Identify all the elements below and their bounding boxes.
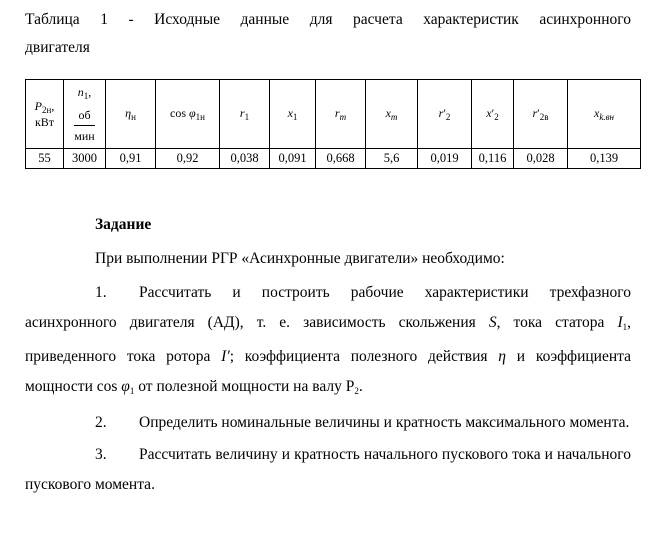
task-section [25, 210, 631, 500]
table-cell: 55 [26, 149, 64, 169]
header-rm: $r_m$ [316, 80, 366, 149]
table-cell: 0,038 [220, 149, 270, 169]
table-cell: 0,019 [418, 149, 472, 169]
header-n1: $n_1$, об мин [64, 80, 106, 149]
table-cell: 0,028 [514, 149, 568, 169]
table-cell: 0,668 [316, 149, 366, 169]
header-p2n-unit: кВт [34, 114, 55, 129]
header-p2n: $P_{2н}$, кВт [26, 80, 64, 149]
table-caption-line-1: Таблица 1 - Исходные данные для расчета характеристик асинхронного [25, 11, 631, 28]
task-item-2-number: 2. [95, 414, 107, 431]
header-cos-phi: $\cos \varphi_{1н}$ [156, 80, 220, 149]
table-row [26, 149, 641, 169]
table-cell: 0,091 [270, 149, 316, 169]
task-item-1-number: 1. [95, 284, 107, 301]
parameters-table [25, 79, 641, 169]
header-xkvn: $x_{k.вн}$ [568, 80, 641, 149]
task-item-2-text: Определить номинальные величины и кратность максимального момента. [139, 414, 630, 431]
table-cell: 0,139 [568, 149, 641, 169]
task-intro: При выполнении РГР «Асинхронные двигатели» необходимо: [95, 250, 505, 267]
table-cell: 0,116 [472, 149, 514, 169]
task-item-2 [25, 408, 631, 438]
table-cell: 5,6 [366, 149, 418, 169]
table-caption-line-2: двигателя [25, 39, 90, 56]
table-cell: 0,92 [156, 149, 220, 169]
header-r2v-prime: $r'_{2в}$ [514, 80, 568, 149]
task-item-3-text: Рассчитать величину и кратность начального пускового тока и начального пускового момента. [25, 446, 631, 493]
header-r1: $r_1$ [220, 80, 270, 149]
header-r2-prime: $r'_2$ [418, 80, 472, 149]
table-cell: 0,91 [106, 149, 156, 169]
header-x1: $x_1$ [270, 80, 316, 149]
header-n1-denominator: мин [74, 125, 94, 146]
table-caption [25, 6, 631, 62]
header-x2-prime: $x'_2$ [472, 80, 514, 149]
task-item-1: 1. Рассчитать и построить рабочие характеристики трехфазного асинхронного двигателя (АД), т. е. зависимость скольжения S, тока статора $I_1$, приведенного тока ротора I′; коэффициента полезного действия η и коэффициента мощности $\cos \varphi_1$ от полезной мощности на валу $P_2$. [25, 278, 631, 406]
task-item-3-number: 3. [95, 446, 107, 463]
table-cell: 3000 [64, 149, 106, 169]
header-n1-numerator: об [78, 107, 91, 122]
task-item-3 [25, 440, 631, 500]
table-header-row [26, 80, 641, 149]
header-eta: $\eta_н$ [106, 80, 156, 149]
task-title: Задание [95, 216, 152, 233]
header-xm: $x_m$ [366, 80, 418, 149]
